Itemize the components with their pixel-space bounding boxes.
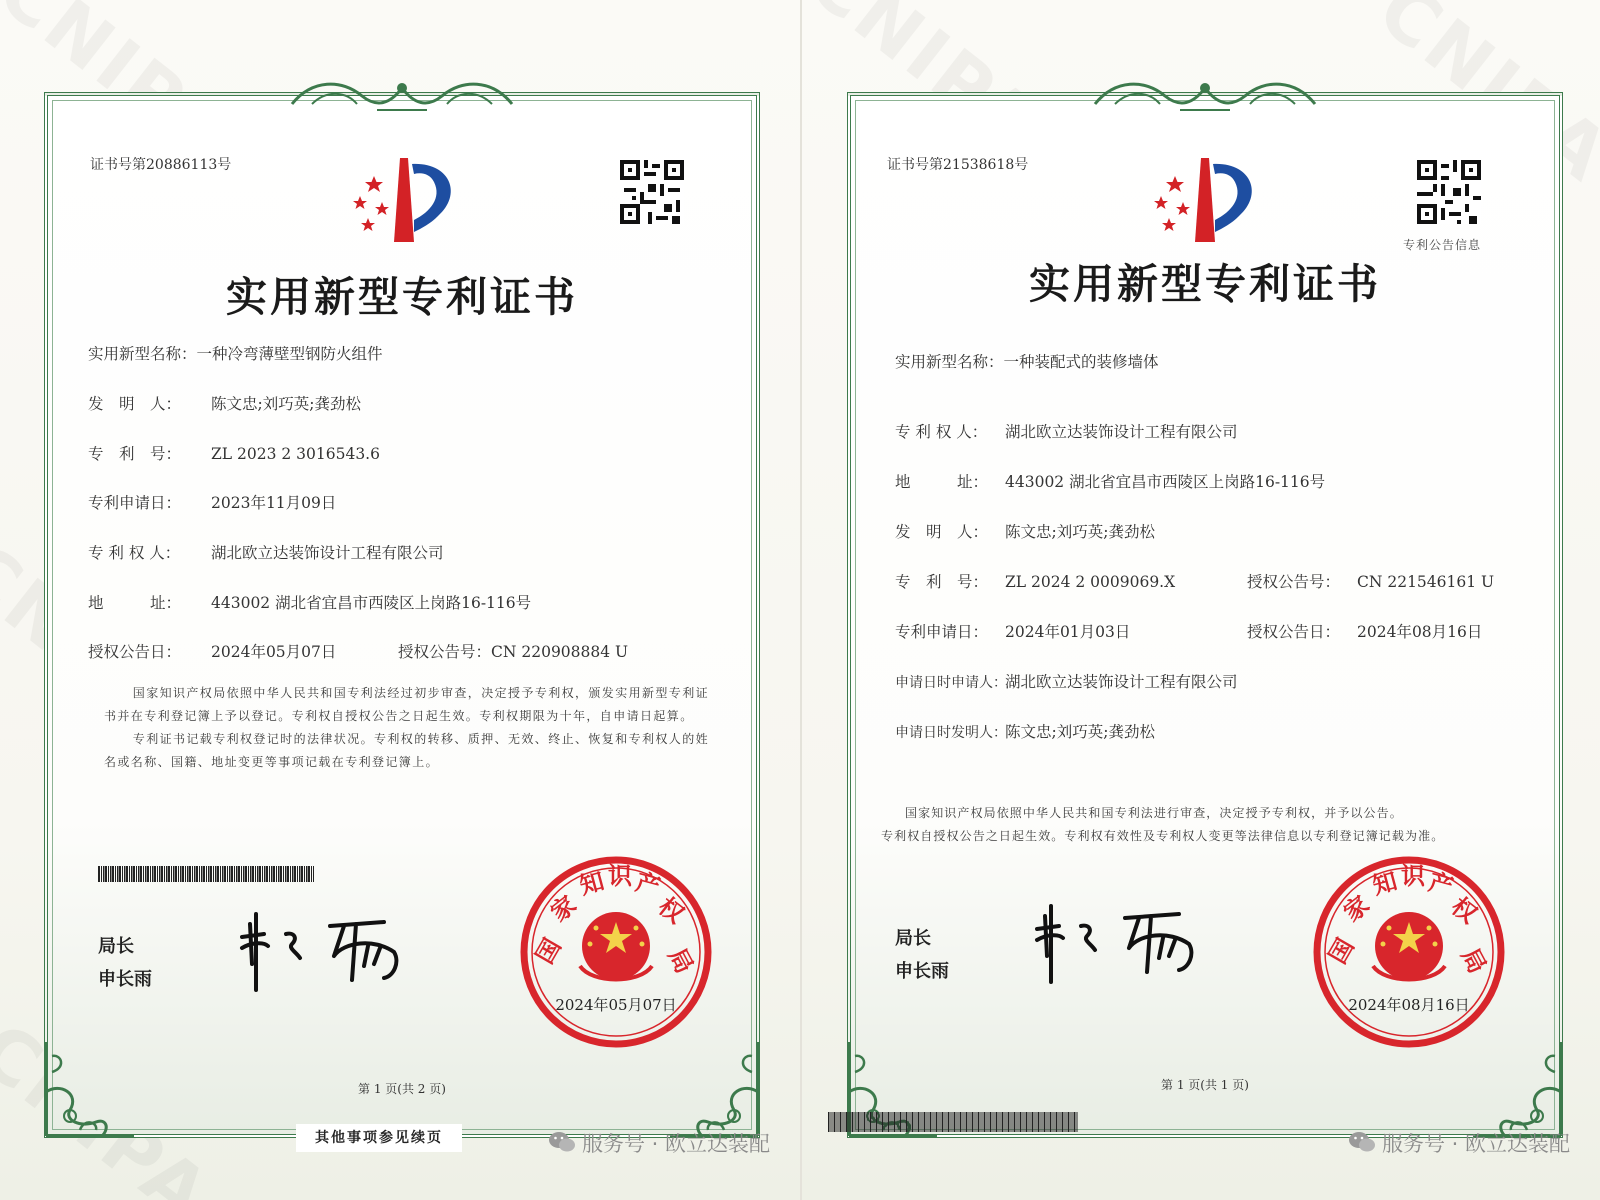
cnipa-logo-icon [338,154,468,249]
svg-text:国: 国 [529,933,567,969]
svg-text:识: 识 [1401,861,1425,890]
director-title: 局长 [98,936,134,957]
seal-icon [518,854,714,1050]
signature-icon [234,912,414,992]
field-patent-number: 专 利 号： ZL 2024 2 0009069.X [895,573,1176,591]
certificate-title: 实用新型专利证书 [226,273,578,321]
director-name: 申长雨 [895,961,949,982]
field-model-name: 实用新型名称：一种冷弯薄壁型钢防火组件 [88,345,383,363]
director-name: 申长雨 [98,969,152,990]
director-block [98,930,152,996]
ornament-icon [1467,1032,1567,1142]
field-applicant-at-filing: 申请日时申请人：湖北欧立达装饰设计工程有限公司 [895,673,1238,691]
brand-label: 服务号 · 欧立达装配 [548,1128,770,1158]
ornament-icon [40,1032,140,1142]
svg-text:产: 产 [632,866,664,902]
svg-text:家: 家 [1337,889,1375,928]
certificate-right [847,92,1563,1138]
page-number: 第 1 页(共 2 页) [358,1082,446,1096]
barcode-icon [98,866,314,882]
svg-text:知: 知 [1369,865,1401,901]
field-application-date: 专利申请日： 2023年11月09日 [88,494,337,512]
field-address: 地 址： 443002 湖北省宜昌市西陵区上岗路16-116号 [88,594,532,612]
page-number: 第 1 页(共 1 页) [1161,1078,1249,1092]
svg-text:知: 知 [576,865,608,901]
certificate-panel-right [800,0,1600,1200]
svg-text:权: 权 [1446,891,1483,929]
certificate-number: 证书号第21538618号 [887,157,1029,173]
qr-code-icon [1417,160,1481,224]
field-address: 地 址： 443002 湖北省宜昌市西陵区上岗路16-116号 [895,473,1326,491]
svg-text:局: 局 [1455,943,1493,978]
field-inventor-at-filing: 申请日时发明人：陈文忠;刘巧英;龚劲松 [895,723,1155,741]
field-patentee: 专 利 权 人： 湖北欧立达装饰设计工程有限公司 [88,544,444,562]
legal-text: 国家知识产权局依照中华人民共和国专利法进行审查，决定授予专利权，并予以公告。 专利权自授权公告之日起生效。专利权有效性及专利权人变更等法律信息以专利登记簿记载为准。 [881,806,1445,843]
certificate-title: 实用新型专利证书 [1029,260,1381,308]
field-application-date: 专利申请日： 2024年01月03日 [895,623,1131,641]
field-grant-date: 授权公告日： 2024年05月07日 [88,643,337,661]
certificate-number: 证书号第20886113号 [90,157,232,173]
wechat-icon [1348,1130,1376,1154]
director-block [895,922,949,988]
svg-text:2024年05月07日: 2024年05月07日 [555,996,677,1014]
seal-icon [1311,854,1507,1050]
director-title: 局长 [895,928,931,949]
qr-caption: 专利公告信息 [1403,238,1482,252]
field-inventor: 发 明 人： 陈文忠;刘巧英;龚劲松 [88,395,361,413]
ornament-icon [282,74,522,118]
brand-label: 服务号 · 欧立达装配 [1348,1128,1570,1158]
field-grant-date: 授权公告日： 2024年08月16日 [1247,623,1483,641]
continuation-note: 其他事项参见续页 [296,1124,462,1152]
field-inventor: 发 明 人： 陈文忠;刘巧英;龚劲松 [895,523,1155,541]
svg-text:2024年08月16日: 2024年08月16日 [1348,996,1470,1014]
svg-text:家: 家 [544,889,582,928]
field-model-name: 实用新型名称：一种装配式的装修墙体 [895,353,1159,371]
svg-text:产: 产 [1425,866,1457,902]
wechat-icon [548,1130,576,1154]
qr-code-icon [620,160,684,224]
field-grant-number: 授权公告号：CN 220908884 U [398,643,629,661]
cnipa-logo-icon [1139,154,1269,249]
ornament-icon [664,1032,764,1142]
svg-text:识: 识 [608,861,632,890]
field-grant-number: 授权公告号： CN 221546161 U [1247,573,1495,591]
svg-text:局: 局 [662,943,700,978]
barcode-icon [828,1112,1078,1132]
field-patentee: 专 利 权 人： 湖北欧立达装饰设计工程有限公司 [895,423,1238,441]
field-patent-number: 专 利 号： ZL 2023 2 3016543.6 [88,445,380,463]
ornament-icon [1085,74,1325,118]
svg-text:国: 国 [1322,933,1360,969]
signature-icon [1029,904,1209,984]
legal-text: 国家知识产权局依照中华人民共和国专利法经过初步审查，决定授予专利权，颁发实用新型专利证书并在专利登记簿上予以登记。专利权自授权公告之日起生效。专利权期限为十年，自申请日起算。 专利证书记载专利权登记时的法律状况。专利权的转移、质押、无效、终止、恢复和专利权人的姓名或名称、国籍、地址变更等事项记载在专利登记簿上。 [104,686,710,769]
certificate-left [44,92,760,1138]
svg-text:权: 权 [653,891,690,929]
